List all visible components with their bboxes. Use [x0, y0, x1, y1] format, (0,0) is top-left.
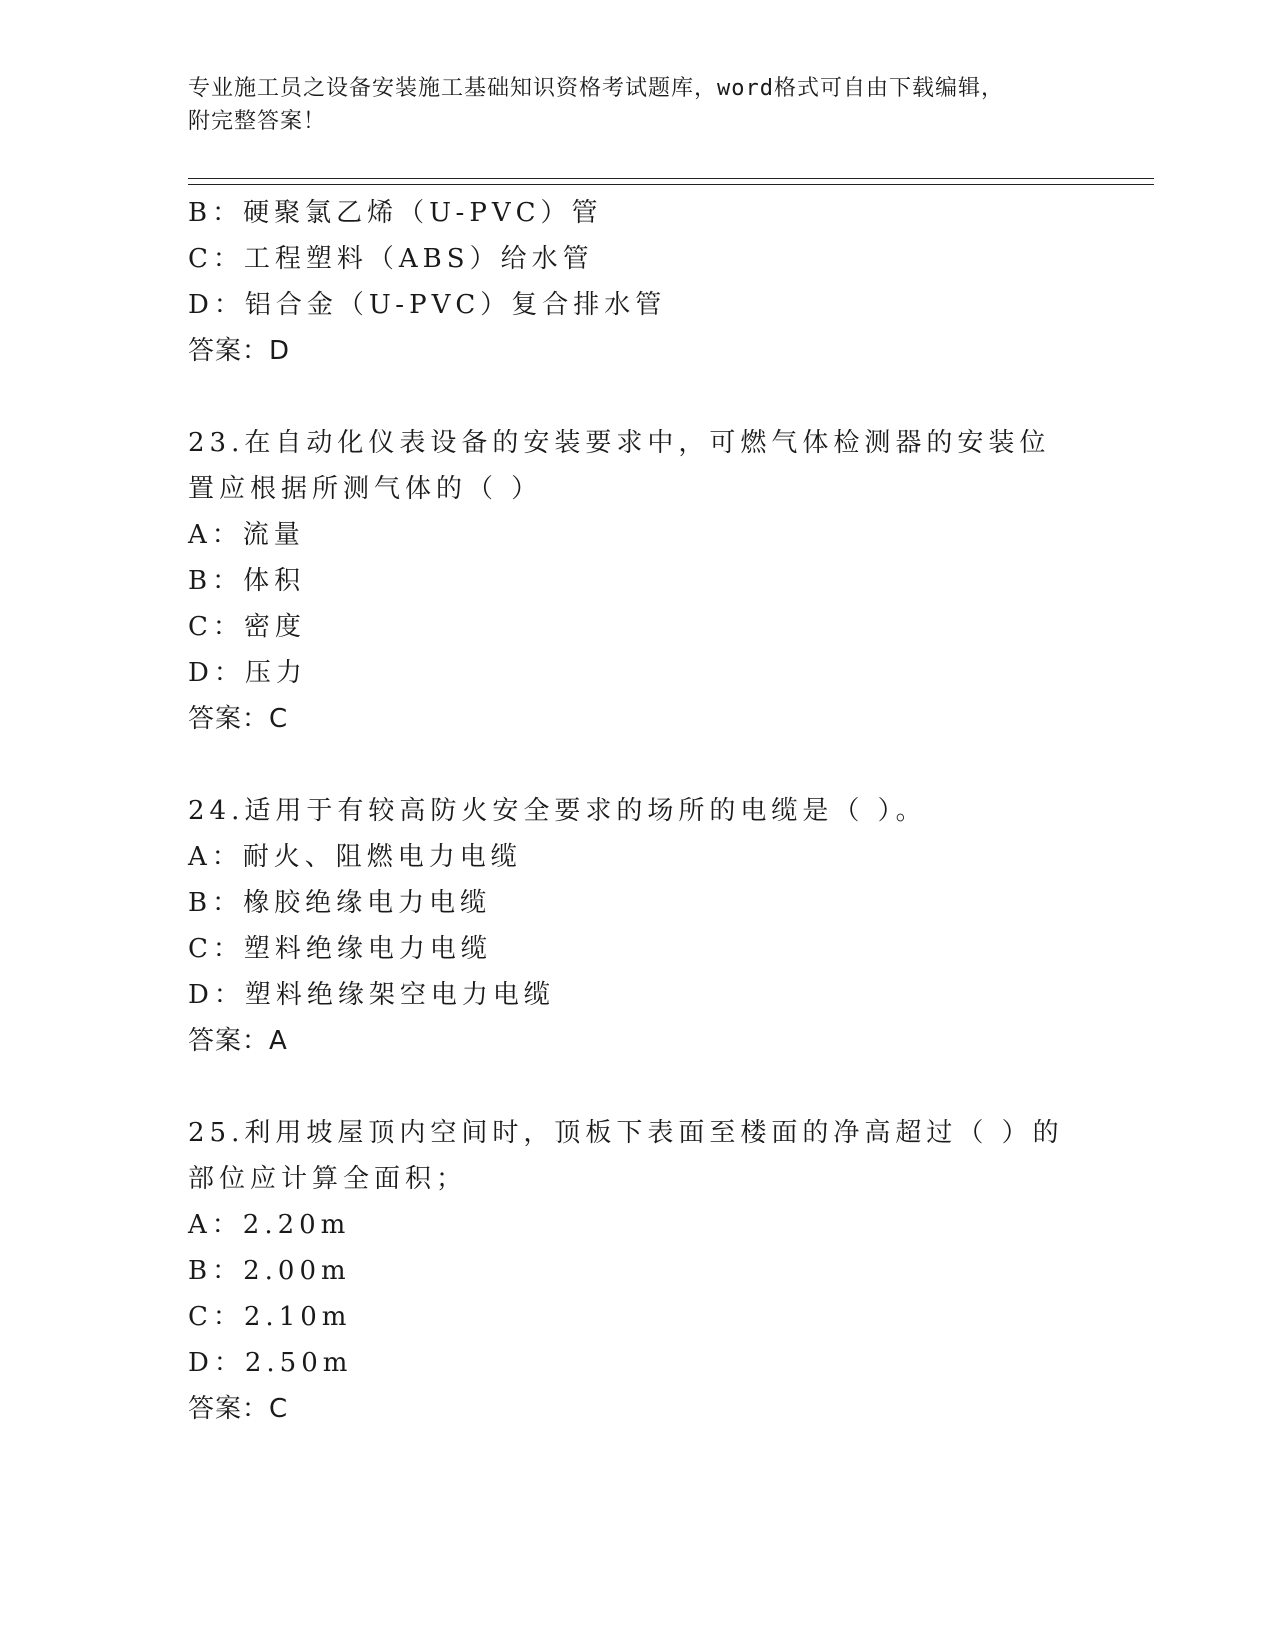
option-d: D：压力 — [188, 658, 307, 688]
question-22-continued — [188, 190, 1088, 374]
option-b: B：硬聚氯乙烯（U-PVC）管 — [188, 198, 603, 228]
header-line-2: 附完整答案！ — [188, 109, 327, 134]
header-line-1: 专业施工员之设备安装施工基础知识资格考试题库，word格式可自由下载编辑， — [188, 76, 1004, 101]
header-divider-top — [188, 178, 1154, 179]
question-24 — [188, 788, 1088, 1064]
question-25 — [188, 1110, 1088, 1432]
option-c: C：密度 — [188, 612, 306, 642]
option-c: C：2.10m — [188, 1302, 352, 1332]
question-text: 25.利用坡屋顶内空间时，顶板下表面至楼面的净高超过（ ）的部位应计算全面积； — [188, 1118, 1064, 1194]
question-list — [188, 190, 1088, 1432]
option-b: B：2.00m — [188, 1256, 351, 1286]
option-c: C：塑料绝缘电力电缆 — [188, 934, 492, 964]
option-c: C：工程塑料（ABS）给水管 — [188, 244, 594, 274]
answer-line: 答案：D — [188, 336, 291, 366]
question-text: 24.适用于有较高防火安全要求的场所的电缆是（ ）。 — [188, 796, 927, 826]
answer-line: 答案：A — [188, 1026, 288, 1056]
header-divider-bottom — [188, 184, 1154, 185]
option-b: B：橡胶绝缘电力电缆 — [188, 888, 492, 918]
answer-line: 答案：C — [188, 704, 289, 734]
option-a: A：2.20m — [188, 1210, 351, 1240]
option-d: D：铝合金（U-PVC）复合排水管 — [188, 290, 667, 320]
option-b: B：体积 — [188, 566, 306, 596]
option-d: D：塑料绝缘架空电力电缆 — [188, 980, 555, 1010]
option-a: A：耐火、阻燃电力电缆 — [188, 842, 522, 872]
question-text: 23.在自动化仪表设备的安装要求中，可燃气体检测器的安装位置应根据所测气体的（ ） — [188, 428, 1051, 504]
option-d: D：2.50m — [188, 1348, 353, 1378]
answer-line: 答案：C — [188, 1394, 289, 1424]
document-header — [188, 72, 1088, 138]
option-a: A：流量 — [188, 520, 305, 550]
question-23 — [188, 420, 1088, 742]
